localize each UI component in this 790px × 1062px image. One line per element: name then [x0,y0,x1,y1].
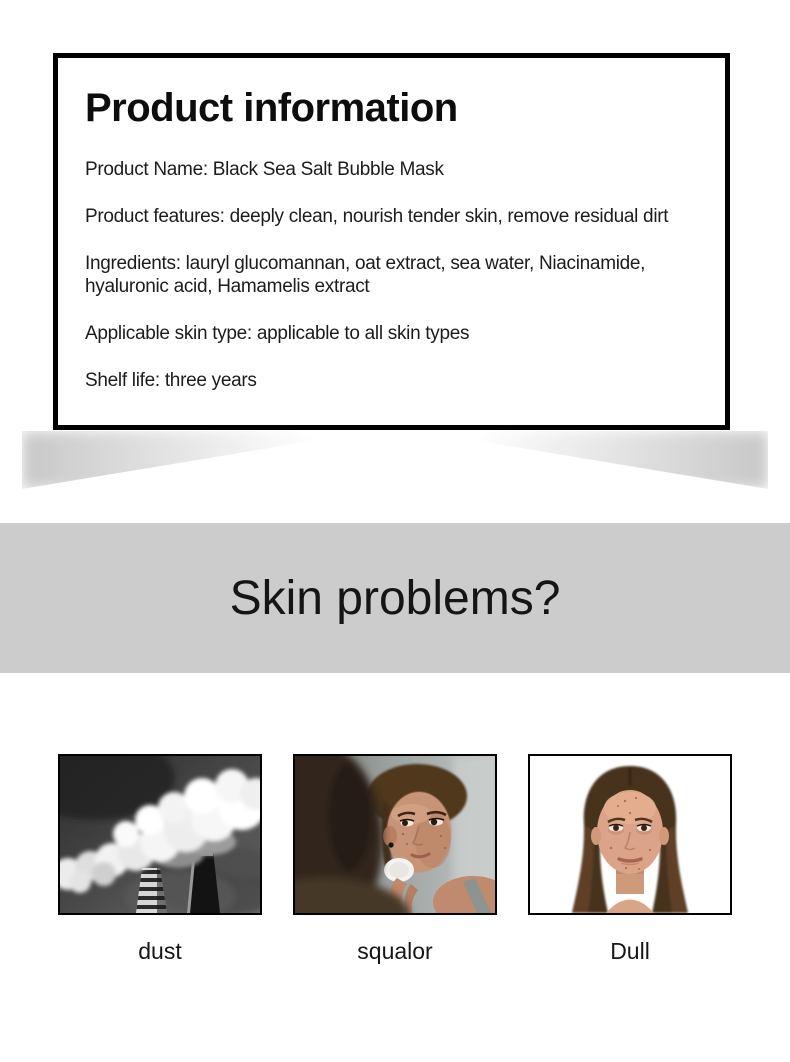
shelf-life-line: Shelf life: three years [85,370,257,391]
product-information-title: Product information [85,86,458,130]
dull-skin-portrait-photo [530,756,730,913]
dull-label-wrap [528,915,732,965]
ingredients-line: Ingredients: lauryl glucomannan, oat extract, sea water, Niacinamide, hyaluronic acid, Hamamelis extract [85,253,646,297]
problem-item-squalor [293,754,497,915]
dust-photo-frame [58,754,262,915]
dull-label: Dull [610,938,650,964]
skin-problems-banner [0,523,790,673]
problem-item-dull [528,754,732,915]
squalor-label: squalor [357,938,433,964]
squalor-photo-frame [293,754,497,915]
skin-type-line: Applicable skin type: applicable to all skin types [85,323,470,344]
product-features-line: Product features: deeply clean, nourish tender skin, remove residual dirt [85,206,669,227]
squalor-label-wrap [293,915,497,965]
smokestacks-pollution-photo [60,756,260,913]
box-shadow-left [22,431,372,489]
woman-cleansing-face-mirror-photo [295,756,495,913]
skin-problems-title: Skin problems? [229,571,561,625]
product-name-line: Product Name: Black Sea Salt Bubble Mask [85,159,444,180]
problem-item-dust [58,754,262,915]
dust-label-wrap [58,915,262,965]
product-information-box [53,53,730,430]
dull-photo-frame [528,754,732,915]
dust-label: dust [138,938,182,964]
box-shadow-right [418,431,768,489]
